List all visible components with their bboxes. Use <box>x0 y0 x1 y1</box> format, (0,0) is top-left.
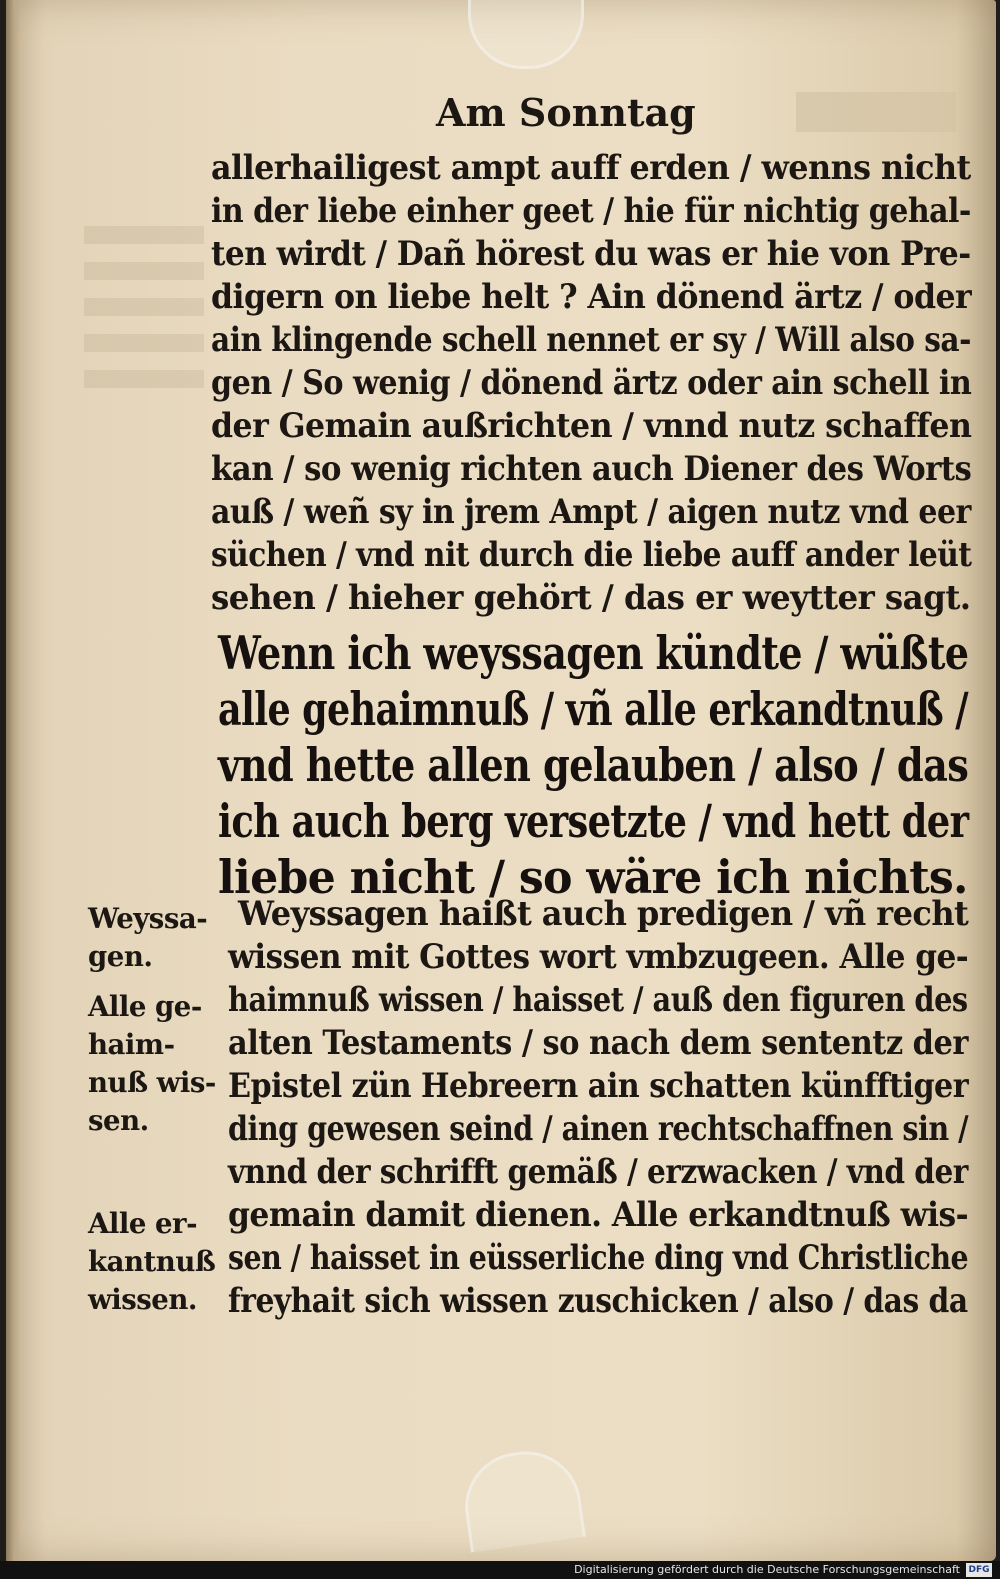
commentary-line: haimnuß wissen / haisset / auß den figuren des <box>228 980 968 1020</box>
margin-note-line: wissen. <box>88 1283 197 1316</box>
body-line: allerhailigest ampt auff erden / wenns nicht <box>211 148 971 188</box>
commentary-line: freyhait sich wissen zuschicken / also / das da <box>228 1281 968 1321</box>
margin-note-line: nuß wis- <box>88 1066 216 1099</box>
margin-note-line: sen. <box>88 1104 149 1137</box>
margin-note-line: haim- <box>88 1028 175 1061</box>
margin-note-line: Alle ge- <box>88 990 202 1023</box>
body-line: ten wirdt / Dañ hörest du was er hie von Pre- <box>211 234 971 274</box>
margin-note-line: gen. <box>88 940 153 973</box>
commentary-line: Weyssagen haißt auch predigen / vñ recht <box>238 894 969 934</box>
body-line: gen / So wenig / dönend ärtz oder ain schell in <box>211 363 972 403</box>
scripture-quote-line: liebe nicht / so wäre ich nichts. <box>218 850 968 904</box>
commentary-line: gemain damit dienen. Alle erkandtnuß wis- <box>228 1195 969 1235</box>
commentary-line: vnnd der schrifft gemäß / erzwacken / vnd der <box>228 1152 968 1192</box>
page-clip-bottom <box>458 1444 586 1552</box>
margin-note-line: Alle er- <box>88 1207 198 1240</box>
bleed-through-decor <box>84 226 204 406</box>
body-line: süchen / vnd nit durch die liebe auff ander leüt <box>211 535 972 575</box>
scripture-quote-line: alle gehaimnuß / vñ alle erkandtnuß / <box>218 682 968 736</box>
commentary-line: alten Testaments / so nach dem sententz der <box>228 1023 968 1063</box>
scripture-quote-line: Wenn ich weyssagen kündte / wüßte <box>218 626 969 680</box>
body-line: sehen / hieher gehört / das er weytter sagt. <box>211 578 971 618</box>
running-header: Am Sonntag <box>436 90 696 135</box>
margin-note-gehaimnuss <box>88 988 218 1140</box>
commentary-line: wissen mit Gottes wort vmbzugeen. Alle ge- <box>228 937 969 977</box>
body-line: kan / so wenig richten auch Diener des Worts <box>211 449 972 489</box>
scripture-quote-line: ich auch berg versetzte / vnd hett der <box>218 794 969 848</box>
body-line: auß / weñ sy in jrem Ampt / aigen nutz vnd eer <box>211 492 971 532</box>
bleed-through-decor <box>796 92 956 132</box>
book-page <box>6 0 996 1561</box>
margin-note-line: kantnuß <box>88 1245 216 1278</box>
body-line: ain klingende schell nennet er sy / Will also sa- <box>211 320 971 360</box>
funding-credit: Digitalisierung gefördert durch die Deutsche Forschungsgemeinschaft <box>574 1563 960 1576</box>
dfg-logo-icon: DFG <box>966 1563 992 1577</box>
page-edge <box>6 0 20 1561</box>
margin-note-erkandtnuss <box>88 1205 218 1319</box>
commentary-line: Epistel zün Hebreern ain schatten künfftiger <box>228 1066 969 1106</box>
body-line: in der liebe einher geet / hie für nichtig gehal- <box>211 191 971 231</box>
scripture-quote-line: vnd hette allen gelauben / also / das <box>218 738 969 792</box>
commentary-line: sen / haisset in eüsserliche ding vnd Christliche <box>228 1238 969 1278</box>
commentary-line: ding gewesen seind / ainen rechtschaffnen sin / <box>228 1109 969 1149</box>
margin-note-line: Weyssa- <box>88 902 208 935</box>
body-line: der Gemain außrichten / vnnd nutz schaffen <box>211 406 972 446</box>
body-line: digern on liebe helt ? Ain dönend ärtz / oder <box>211 277 972 317</box>
margin-note-weyssagen <box>88 900 218 976</box>
page-clip-top <box>468 0 584 69</box>
